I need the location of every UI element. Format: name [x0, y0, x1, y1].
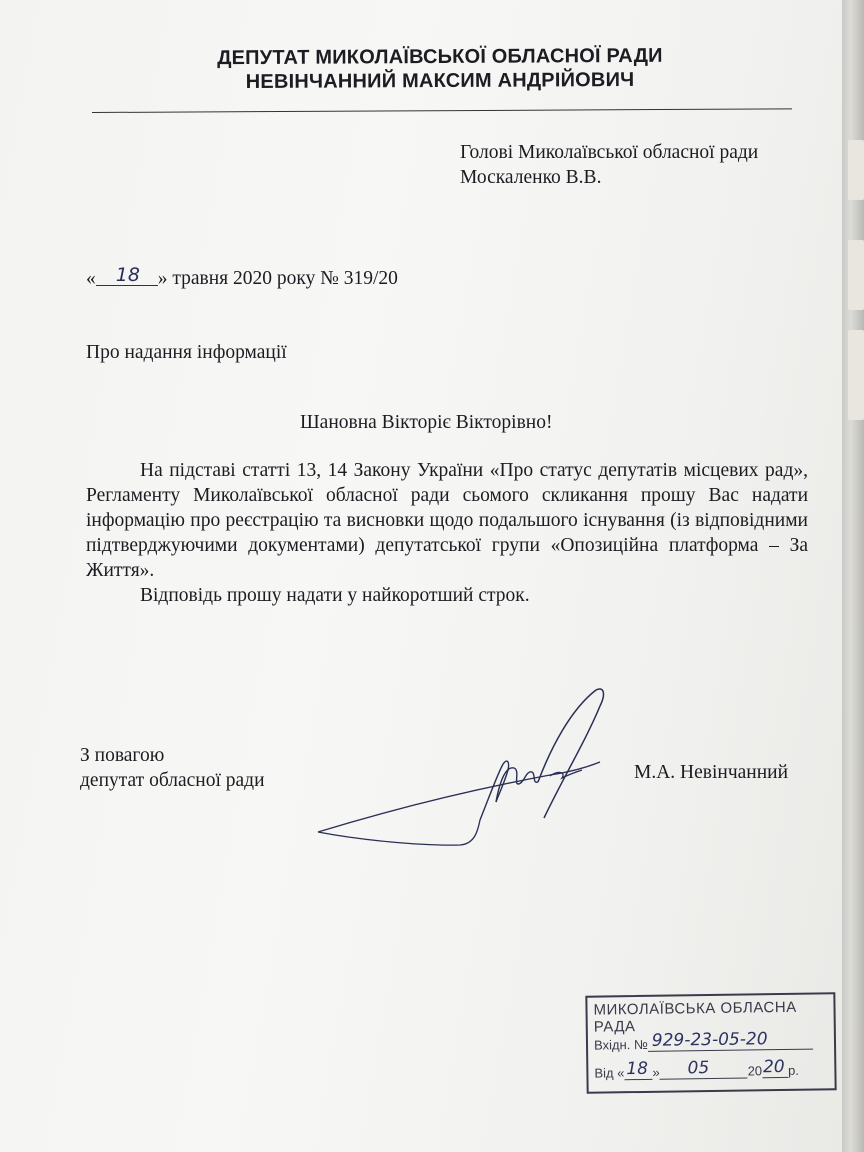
letterhead-name: НЕВІНЧАННИЙ МАКСИМ АНДРІЙОВИЧ [245, 68, 635, 94]
stamp-day: 18 [626, 1058, 649, 1080]
binder-tab [848, 240, 864, 310]
addressee-line-2: Москаленко В.В. [460, 167, 602, 188]
binder-tab [848, 140, 864, 200]
closing-block [80, 743, 265, 793]
date-day-handwritten: 18 [115, 264, 140, 286]
stamp-day-line [624, 1058, 652, 1080]
stamp-month: 05 [687, 1058, 710, 1079]
stamp-incoming-line [648, 1029, 813, 1052]
stamp-incoming-number: 929-23-05-20 [651, 1029, 768, 1051]
registration-stamp [585, 992, 836, 1093]
binder-tab [848, 330, 864, 420]
closing-position: депутат обласної ради [80, 770, 265, 791]
body-paragraph-1: На підставі статті 13, 14 Закону України «Про статус депутатів місцевих рад», Регламенту Миколаївської обласної ради сьомого скликання прошу Вас надати інформацію про реєстрацію та висновки щодо подальшого існування (із відповідними підтверджуючими документами) депутатської групи «Опозиційна платформа – За Життя». [86, 460, 808, 581]
stamp-month-line [660, 1058, 748, 1079]
addressee-block [460, 140, 758, 190]
closing-regards: З повагою [80, 745, 165, 766]
letterhead-title: ДЕПУТАТ МИКОЛАЇВСЬКОЇ ОБЛАСНОЇ РАДИ [217, 44, 663, 70]
letter-body [86, 458, 808, 608]
stamp-from-label: Від « [594, 1065, 625, 1081]
letterhead [150, 43, 730, 94]
stamp-day-close: » [652, 1064, 660, 1080]
stamp-year-suffix: 20 [762, 1056, 785, 1078]
stamp-date-row [594, 1056, 800, 1081]
date-rest: » травня 2020 року № 319/20 [157, 268, 398, 289]
stamp-incoming-row [593, 1029, 813, 1053]
addressee-line-1: Голові Миколаївської обласної ради [460, 142, 759, 163]
stamp-year-end: р. [787, 1062, 800, 1078]
stamp-year-prefix: 20 [747, 1063, 763, 1079]
date-day-blank [96, 266, 158, 286]
stamp-title: МИКОЛАЇВСЬКА ОБЛАСНА РАДА [593, 998, 797, 1036]
binder-edge [842, 0, 864, 1152]
stamp-year-line [762, 1056, 788, 1078]
stamp-incoming-label: Вхідн. № [593, 1036, 648, 1053]
salutation: Шановна Вікторіє Вікторівно! [300, 412, 553, 433]
handwritten-signature [300, 680, 630, 860]
subject-line: Про надання інформації [86, 342, 287, 363]
date-open-quote: « [86, 268, 96, 289]
body-paragraph-2: Відповідь прошу надати у найкоротший строк. [140, 585, 530, 606]
signer-name: М.А. Невінчанний [634, 762, 789, 783]
date-line [86, 266, 398, 291]
letterhead-divider [92, 108, 792, 113]
